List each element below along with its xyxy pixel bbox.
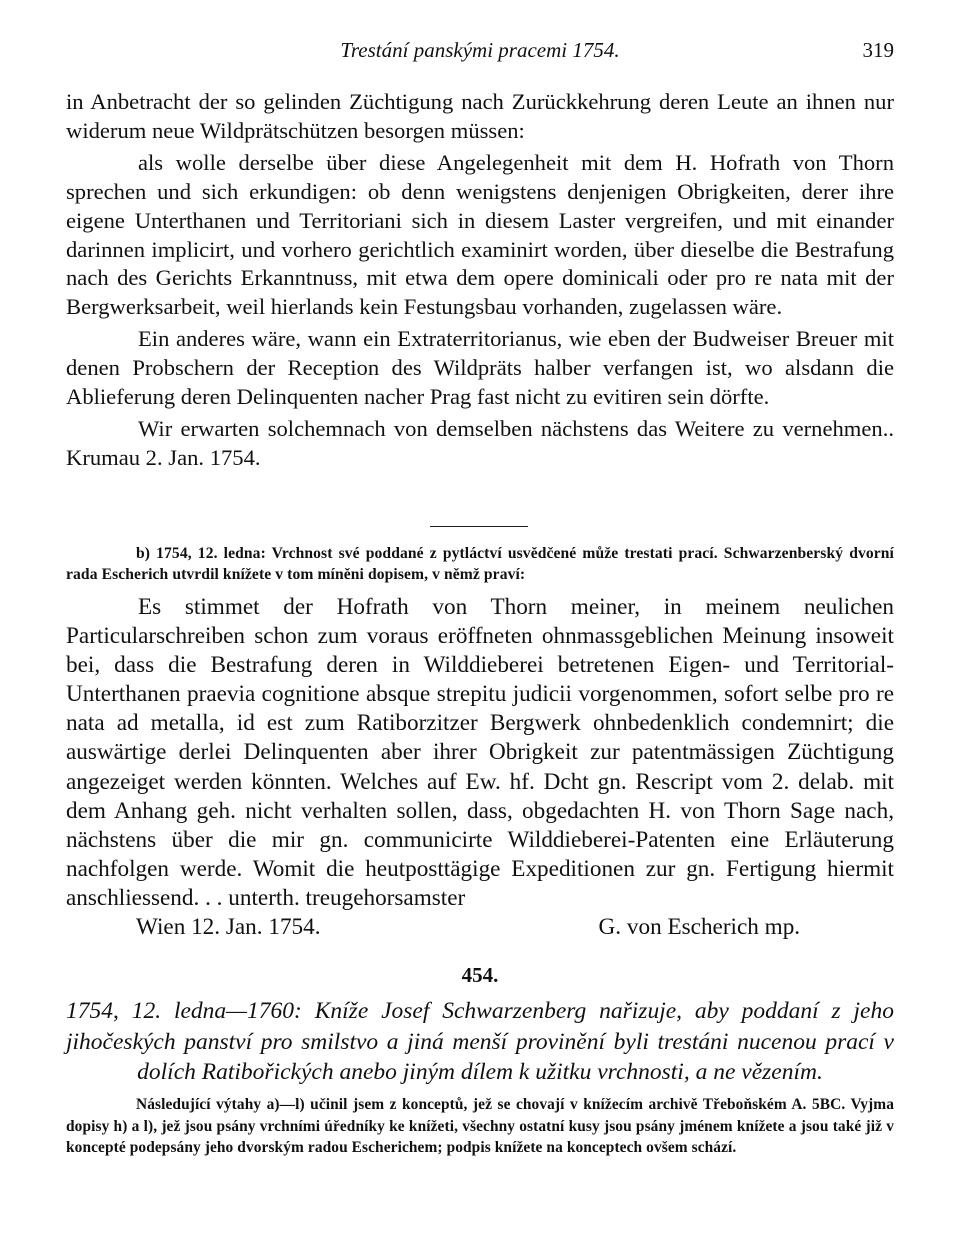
section-divider bbox=[430, 526, 528, 527]
note-b bbox=[66, 543, 894, 585]
letter-excerpt-b bbox=[66, 593, 894, 942]
note-text: b) 1754, 12. ledna: Vrchnost své poddané z pytláctví usvědčené může trestati prací. Schwarzenberský dvorní rada Escherich utvrdil knížete v tom míněni dopisem, v němž praví: bbox=[66, 545, 894, 583]
letter-excerpt-a bbox=[66, 88, 894, 473]
paragraph: in Anbetracht der so gelinden Züchtigung nach Zurückkehrung deren Leute an ihnen nur widerum neue Wildprätschützen besorgen müssen: bbox=[66, 89, 894, 143]
page-header bbox=[66, 38, 894, 68]
paragraph: Ein anderes wäre, wann ein Extraterritorianus, wie eben der Budweiser Breuer mit denen Probschern der Reception des Wildpräts halber verfangen ist, wo alsdann die Ablieferung deren Delinquenten nacher Prag fast nicht zu evitiren sein dörfte. bbox=[66, 326, 894, 410]
paragraph: Es stimmet der Hofrath von Thorn meiner, in meinem neulichen Particularschreiben schon zum voraus eröffneten ohnmassgeblichen Meinung insoweit bei, dass die Bestrafung deren in Wilddieberei betretenen Eigen- und Territorial-Unterthanen praevia cognitione absque strepitu judicii vorgenommen, sofort selbe pro re nata ad metalla, id est zum Ratiborzitzer Bergwerk ohnbedenklich condemnirt; die auswärtige derlei Delinquenten aber ihrer Obrigkeit zur patentmässigen Züchtigung angezeiget werden könnten. Welches auf Ew. hf. Dcht gn. Rescript vom 2. delab. mit dem Anhang geh. nicht verhalten sollen, dass, obgedachten H. von Thorn Sage nach, nächstens über die mir gn. communicirte Wilddieberei-Patenten eine Erläuterung nachfolgen werde. Womit die heutposttägige Expeditionen zur gn. Fertigung hiermit anschliessend. . . unterth. treugehorsamster bbox=[66, 594, 894, 911]
paragraph: Wir erwarten solchemnach von demselben nächstens das Weitere zu vernehmen.. Krumau 2. Jan. 1754. bbox=[66, 415, 894, 470]
running-title: Trestání panskými pracemi 1754. bbox=[340, 38, 620, 62]
signature: G. von Escherich mp. bbox=[598, 914, 801, 941]
summary-text: 1754, 12. ledna—1760: Kníže Josef Schwarzenberg nařizuje, aby poddaní z jeho jihočeských panství pro smilstvo a jiná menší provinění byli trestáni nucenou prací v dolích Ratibořických anebo jiným dílem k užitku vrchnosti, a ne vězením. bbox=[66, 998, 894, 1085]
source-note-text: Následující výtahy a)—l) učinil jsem z konceptů, jež se chovají v knížecím archivě Třeboňském A. 5BC. Vyjma dopisy h) a l), jež jsou psány vrchními úředníky ke knížeti, všechny ostatní kusy jsou psány jménem knížete a jsou také již v koncepté podepsány jeho dvorským radou Escherichem; podpis knížete na konceptech ovšem schází. bbox=[66, 1096, 894, 1156]
source-note bbox=[66, 1094, 894, 1159]
place-date: Wien 12. Jan. 1754. bbox=[136, 914, 321, 941]
signature-line bbox=[66, 913, 894, 942]
paragraph: als wolle derselbe über diese Angelegenheit mit dem H. Hofrath von Thorn sprechen und sich erkundigen: ob denn wenigstens denjenigen Obrigkeiten, derer ihre eigene Unterthanen und Territoriani sich in diesem Laster vergreifen, und mit einander darinnen implicirt, und vorhero gerichtlich examinirt worden, über dieselbe die Bestrafung nach des Gerichts Erkanntnuss, mit etwa dem opere dominicali oder pro re nata mit der Bergwerksarbeit, weil hierlands kein Festungsbau vorhanden, zugelassen wäre. bbox=[66, 149, 894, 320]
page-number: 319 bbox=[862, 38, 894, 62]
document-number: 454. bbox=[461, 963, 499, 987]
document-summary bbox=[66, 996, 894, 1088]
